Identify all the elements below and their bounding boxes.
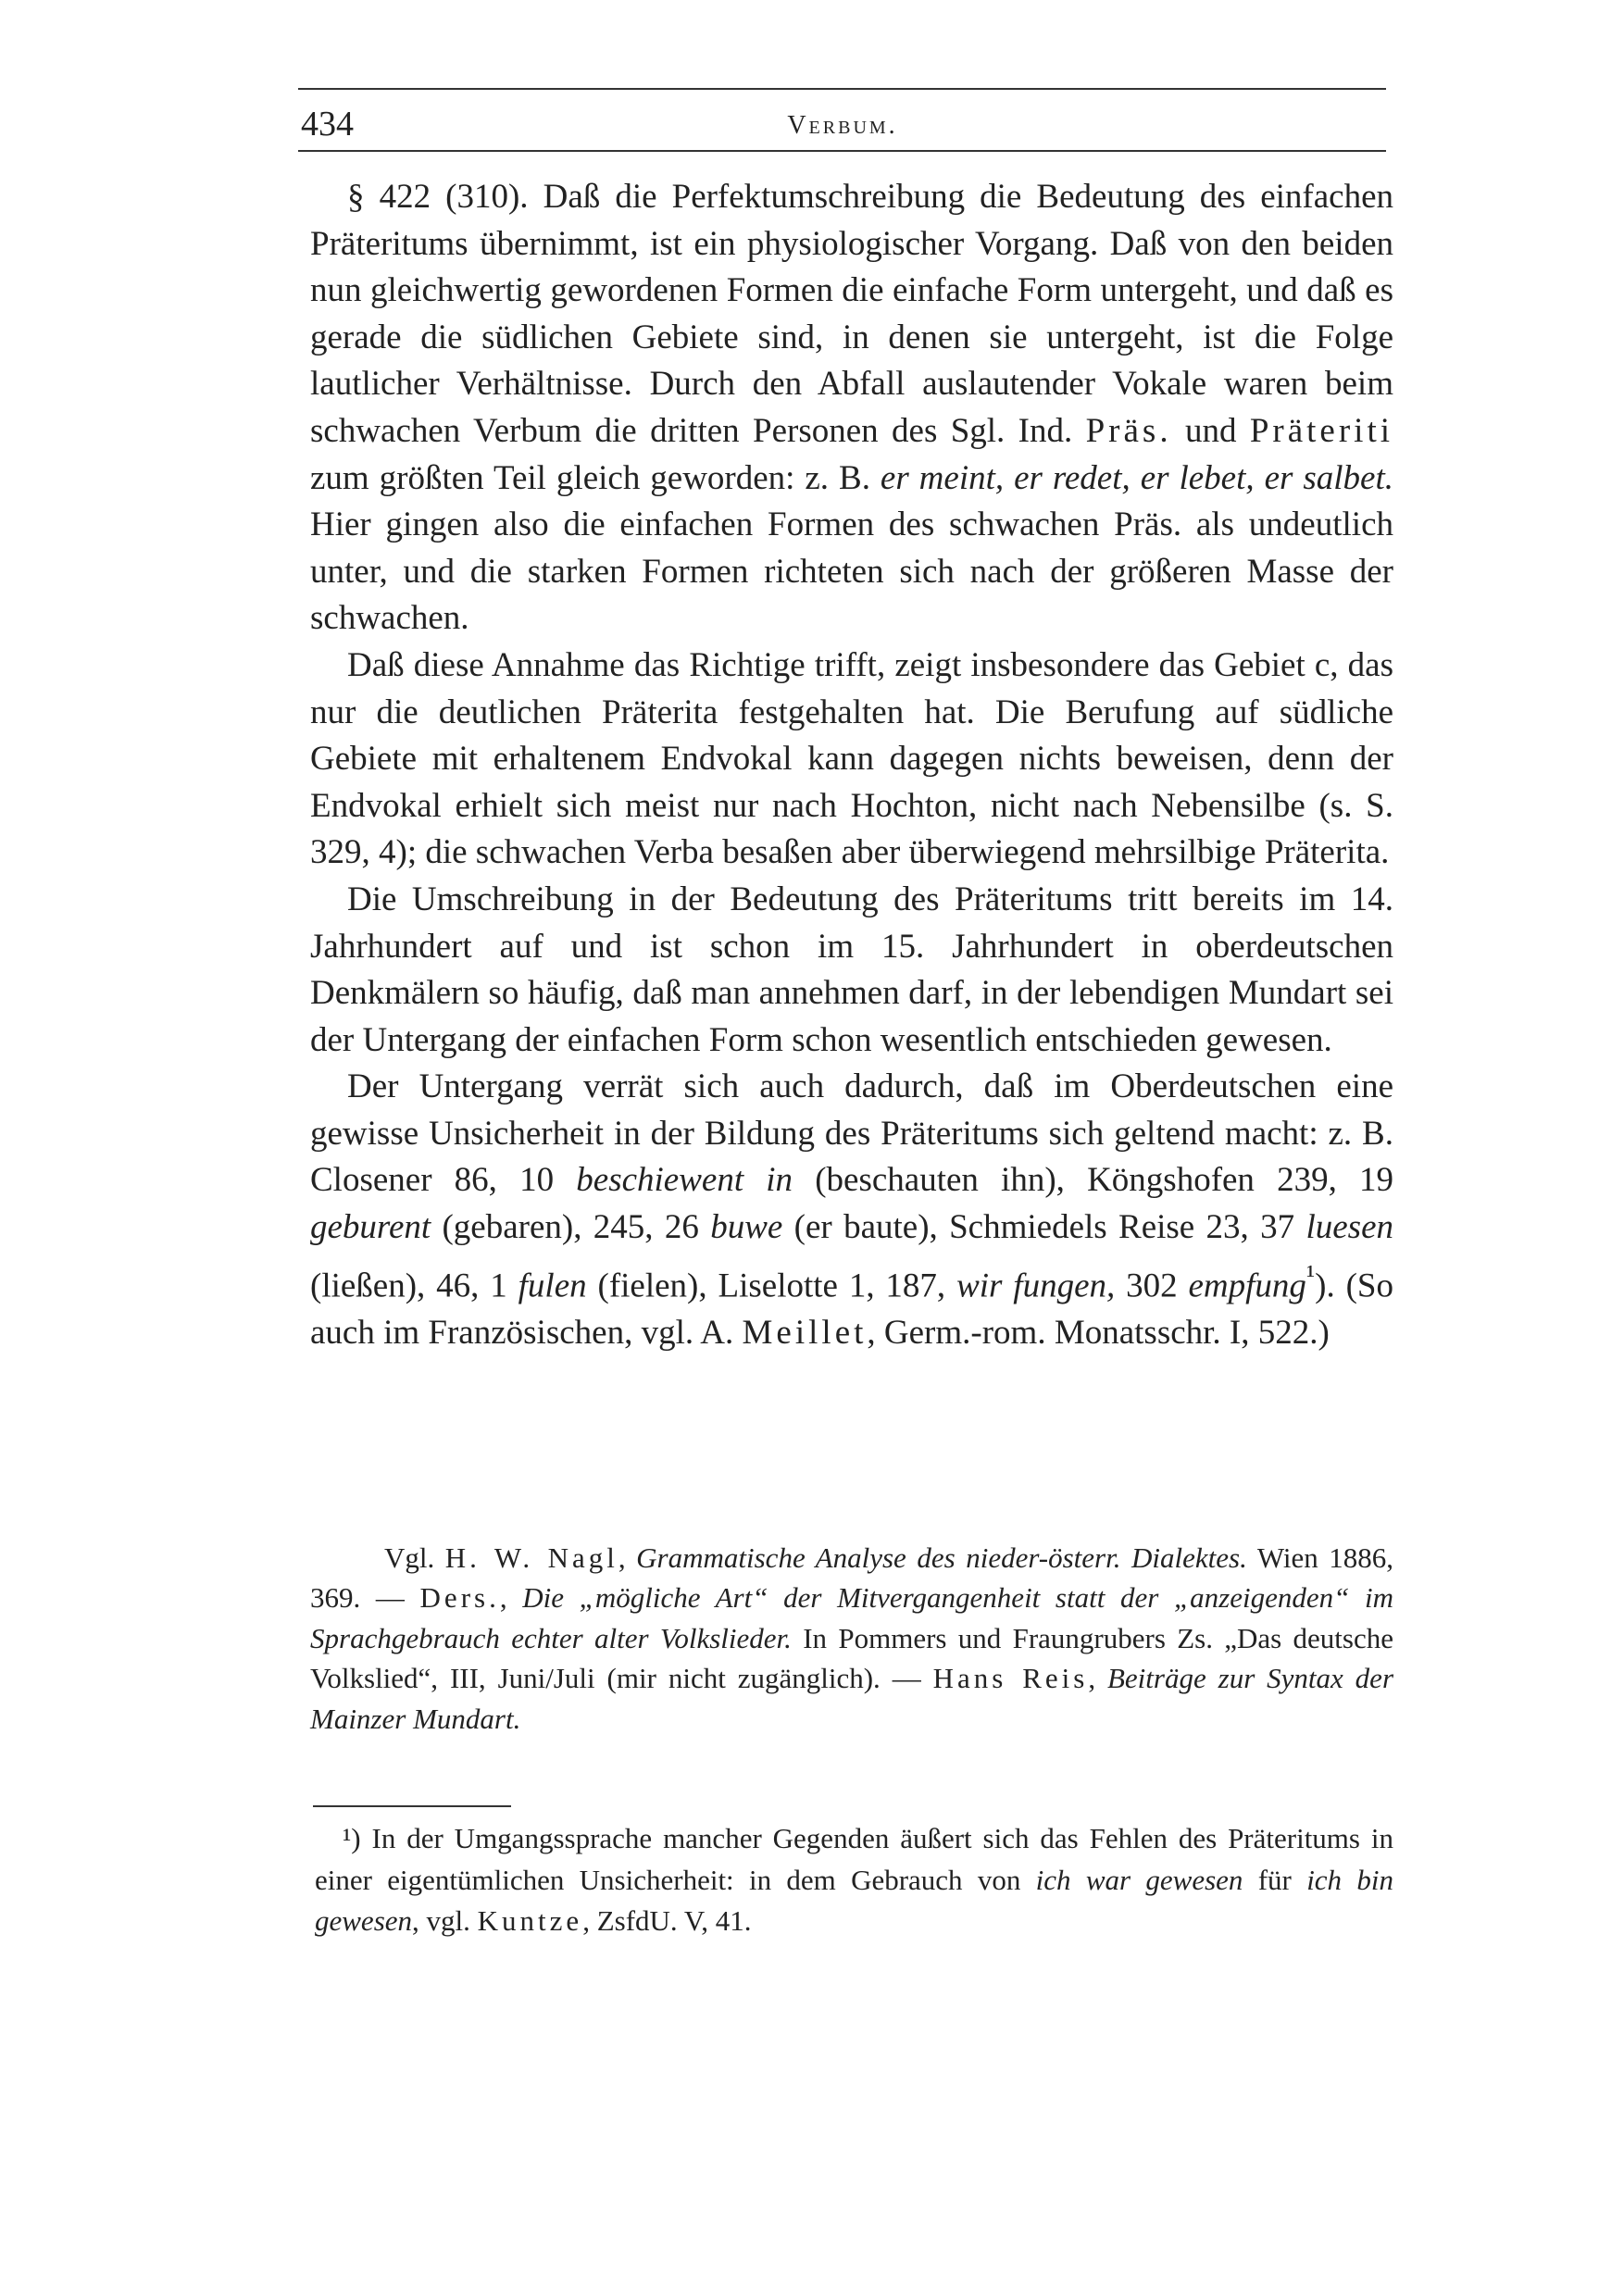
- top-rule: [298, 88, 1386, 90]
- footnote-rule: [313, 1805, 511, 1807]
- body-text: [310, 174, 1393, 1356]
- footnote-ref: ¹: [1305, 1258, 1316, 1291]
- page-header: [301, 104, 1384, 150]
- paragraph-4: Der Untergang verrät sich auch dadurch, daß im Oberdeutschen eine gewisse Unsicherheit in der Bildung des Präteritums sich geltend macht: z. B. Closener 86, 10 beschiewent in (beschauten ihn), Köngshofen 239, 19 geburent (gebaren), 245, 26 buwe (er baute), Schmiedels Reise 23, 37 luesen (ließen), 46, 1 fulen (fielen), Liselotte 1, 187, wir fungen, 302 empfung$^{^1}$). (So auch im Französischen, vgl. A. Meillet, Germ.-rom. Monatsschr. I, 522.): [310, 1067, 1394, 1352]
- paragraph-2: Daß diese Annahme das Richtige trifft, zeigt insbesondere das Gebiet c, das nur die deutlichen Präterita festgehalten hat. Die Berufung auf südliche Gebiete mit erhaltenem Endvokal kann dagegen nichts beweisen, denn der Endvokal erhielt sich meist nur nach Hochton, nicht nach Nebensilbe (s. S. 329, 4); die schwachen Verba besaßen aber überwiegend mehrsilbige Präterita.: [310, 645, 1393, 872]
- footnote: ¹) In der Umgangssprache mancher Gegenden äußert sich das Fehlen des Präteritums in einer eigentümlichen Unsicherheit: in dem Gebrauch von ich war gewesen für ich bin gewesen, vgl. Kuntze, ZsfdU. V, 41.: [315, 1822, 1393, 1937]
- paragraph-3: Die Umschreibung in der Bedeutung des Präteritums tritt bereits im 14. Jahrhundert auf und ist schon im 15. Jahrhundert in oberdeutschen Denkmälern so häufig, daß man annehmen darf, in der lebendigen Mundart sei der Untergang der einfachen Form schon wesentlich entschieden gewesen.: [310, 880, 1393, 1059]
- header-rule: [298, 150, 1386, 152]
- paragraph-1: § 422 (310). Daß die Perfektumschreibung die Bedeutung des einfachen Präteritums übernimmt, ist ein physiologischer Vorgang. Daß von den beiden nun gleichwertig gewordenen Formen die einfache Form untergeht, und daß es gerade die südlichen Gebiete sind, in denen sie untergeht, ist die Folge lautlicher Verhältnisse. Durch den Abfall auslautender Vokale waren beim schwachen Verbum die dritten Personen des Sgl. Ind. Präs. und Präteriti zum größten Teil gleich geworden: z. B. er meint, er redet, er lebet, er salbet. Hier gingen also die einfachen Formen des schwachen Präs. als undeutlich unter, und die starken Formen richteten sich nach der größeren Masse der schwachen.: [310, 178, 1394, 638]
- running-title: Verbum.: [787, 111, 898, 140]
- page-number: 434: [301, 105, 354, 144]
- references-block: Vgl. H. W. Nagl, Grammatische Analyse des nieder-österr. Dialektes. Wien 1886, 369. — Ders., Die „mögliche Art“ der Mitvergangenheit statt der „anzeigenden“ im Sprachgebrauch echter alter Volkslieder. In Pommers und Fraungrubers Zs. „Das deutsche Volkslied“, III, Juni/Juli (mir nicht zugänglich). — Hans Reis, Beiträge zur Syntax der Mainzer Mundart.: [310, 1541, 1394, 1735]
